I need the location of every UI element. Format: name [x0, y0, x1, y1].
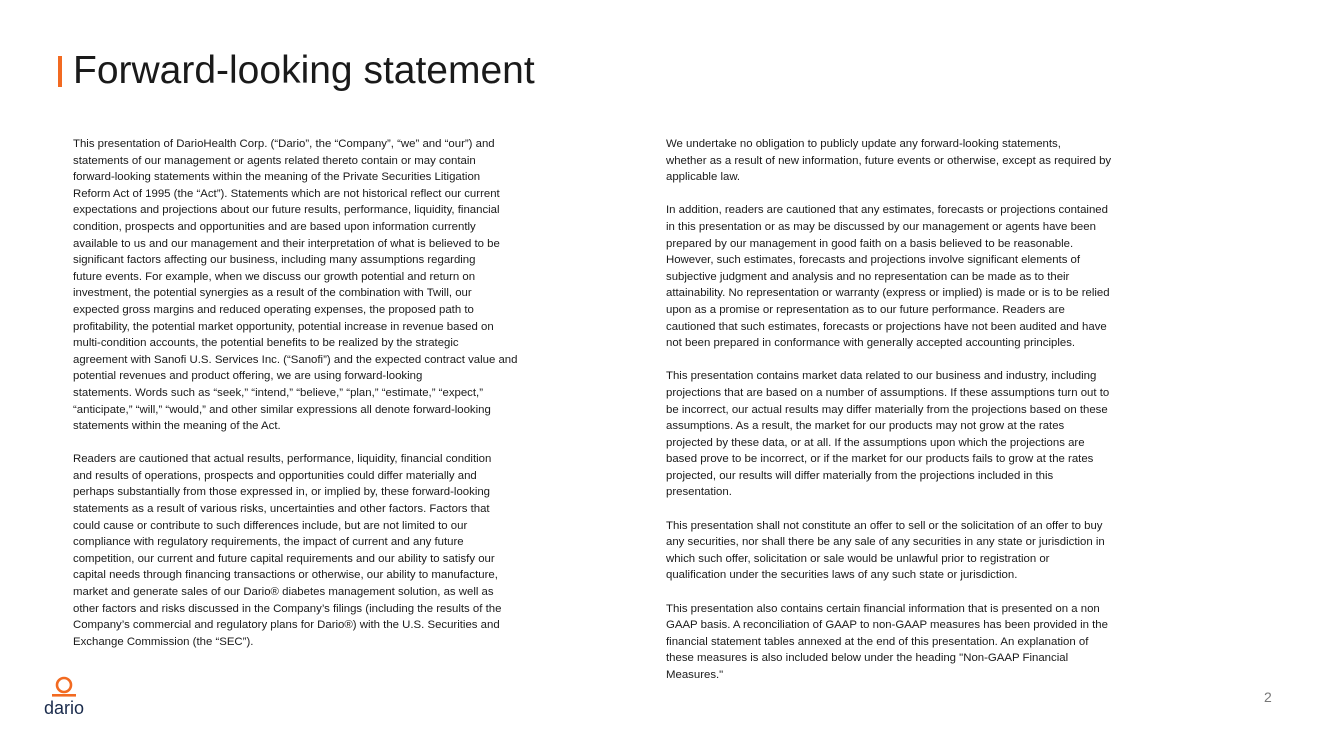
left-text-column [73, 136, 628, 667]
right-text-column [666, 136, 1226, 700]
logo-wordmark: dario [43, 698, 85, 718]
title-accent-bar [58, 56, 62, 87]
paragraph: This presentation of DarioHealth Corp. (“Dario”, the “Company”, “we” and “our”) and statements of our management or agents related thereto contain or may contain forward-looking statements within the meaning of the Private Securities Litigation Reform Act of 1995 (the “Act”). Statements which are not historical reflect our current expectations and projections about our future results, performance, liquidity, financial condition, prospects and opportunities and are based upon information currently available to us and our management and their interpretation of what is believed to be significant factors affecting our business, including many assumptions regarding future events. For example, when we discuss our growth potential and return on investment, the potential synergies as a result of the combination with Twill, our expected gross margins and reduced operating expenses, the proposed path to profitability, the potential market opportunity, potential increase in revenue based on multi-condition accounts, the potential benefits to be realized by the strategic agreement with Sanofi U.S. Services Inc. (“Sanofi”) and the expected contract value and potential revenues and product offering, we are using forward-looking statements. Words such as “seek,” “intend,” “believe,” “plan,” “estimate,” “expect,” “anticipate,” “will,” “would,” and other similar expressions all denote forward-looking statements within the meaning of the Act. [73, 138, 518, 433]
dario-logo-icon [37, 676, 91, 698]
page-title: Forward-looking statement [73, 49, 535, 92]
paragraph: This presentation shall not constitute an offer to sell or the solicitation of an offer to buy any securities, nor shall there be any sale of any securities in any state or jurisdiction in which such offer, solicitation or sale would be unlawful prior to registration or qualification under the securities laws of any such state or jurisdiction. [666, 519, 1105, 582]
dario-logo [37, 676, 93, 722]
page-number: 2 [1264, 689, 1272, 705]
paragraph: This presentation also contains certain financial information that is presented on a non GAAP basis. A reconciliation of GAAP to non-GAAP measures has been provided in the financial statement tables annexed at the end of this presentation. An explanation of these measures is also included below under the heading "Non-GAAP Financial Measures." [666, 602, 1108, 681]
paragraph: This presentation contains market data related to our business and industry, including projections that are based on a number of assumptions. If these assumptions turn out to be incorrect, our actual results may differ materially from the projections based on these assumptions. As a result, the market for our products may not grow at the rates projected by these data, or at all. If the assumptions upon which the projections are based prove to be incorrect, or if the market for our products fails to grow at the rates projected, our results will differ materially from the projections included in this presentation. [666, 370, 1110, 499]
paragraph: We undertake no obligation to publicly update any forward-looking statements, whether as a result of new information, future events or otherwise, except as required by applicable law. [666, 138, 1112, 184]
paragraph: Readers are cautioned that actual results, performance, liquidity, financial condition and results of operations, prospects and opportunities could differ materially and perhaps substantially from those expressed in, or implied by, these forward-looking statements as a result of various risks, uncertainties and other factors. Factors that could cause or contribute to such differences include, but are not limited to our compliance with regulatory requirements, the impact of current and any future competition, our current and future capital requirements and our ability to satisfy our capital needs through financing transactions or otherwise, our ability to manufacture, market and generate sales of our Dario® diabetes management solution, as well as other factors and risks discussed in the Company’s filings (including the results of the Company’s commercial and regulatory plans for Dario®) with the U.S. Securities and Exchange Commission (the “SEC”). [73, 453, 502, 648]
paragraph: In addition, readers are cautioned that any estimates, forecasts or projections contained in this presentation or as may be discussed by our management or agents have been prepared by our management in good faith on a basis believed to be reasonable. However, such estimates, forecasts and projections involve significant elements of subjective judgment and analysis and no representation can be made as to their attainability. No representation or warranty (express or implied) is made or is to be relied upon as a promise or representation as to our future performance. Readers are cautioned that such estimates, forecasts or projections have not been audited and have not been prepared in conformance with generally accepted accounting principles. [666, 204, 1110, 350]
